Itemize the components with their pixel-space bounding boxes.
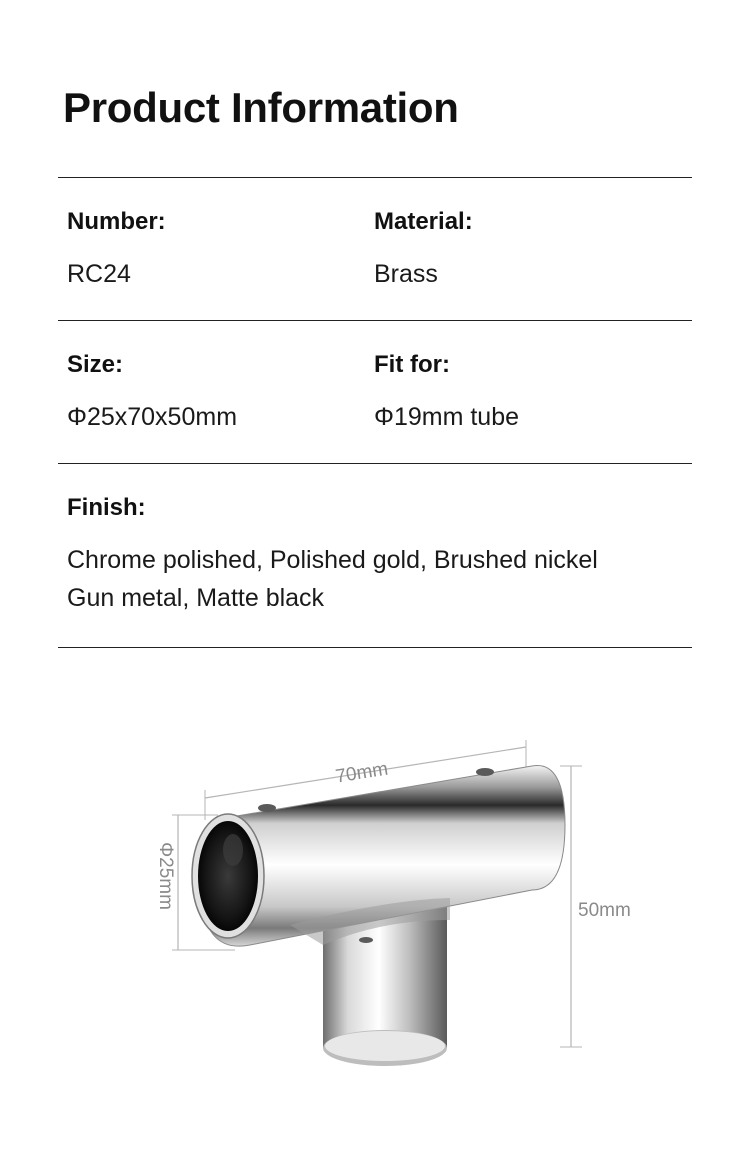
finish-label: Finish:: [67, 494, 146, 521]
page-title: Product Information: [63, 84, 459, 131]
divider-2: [58, 463, 692, 464]
number-value: RC24: [67, 260, 131, 288]
fit-label: Fit for:: [374, 351, 450, 378]
length-label: 70mm: [334, 758, 390, 788]
size-value: Φ25x70x50mm: [67, 403, 238, 431]
tee-connector-illustration: [140, 720, 660, 1100]
height-dimension: [560, 766, 631, 1047]
number-label: Number:: [67, 208, 166, 235]
finish-line-1: Chrome polished, Polished gold, Brushed nickel: [67, 546, 598, 574]
finish-line-2: Gun metal, Matte black: [67, 584, 325, 612]
divider-bottom: [58, 647, 692, 648]
divider-1: [58, 320, 692, 321]
size-label: Size:: [67, 351, 124, 378]
diameter-label: Φ25mm: [155, 842, 176, 910]
height-label: 50mm: [578, 900, 631, 921]
material-label: Material:: [374, 208, 473, 235]
fit-value: Φ19mm tube: [374, 403, 520, 431]
product-diagram: [140, 720, 660, 1100]
material-value: Brass: [374, 260, 438, 288]
divider-top: [58, 177, 692, 178]
tube-open-end: [192, 814, 264, 938]
